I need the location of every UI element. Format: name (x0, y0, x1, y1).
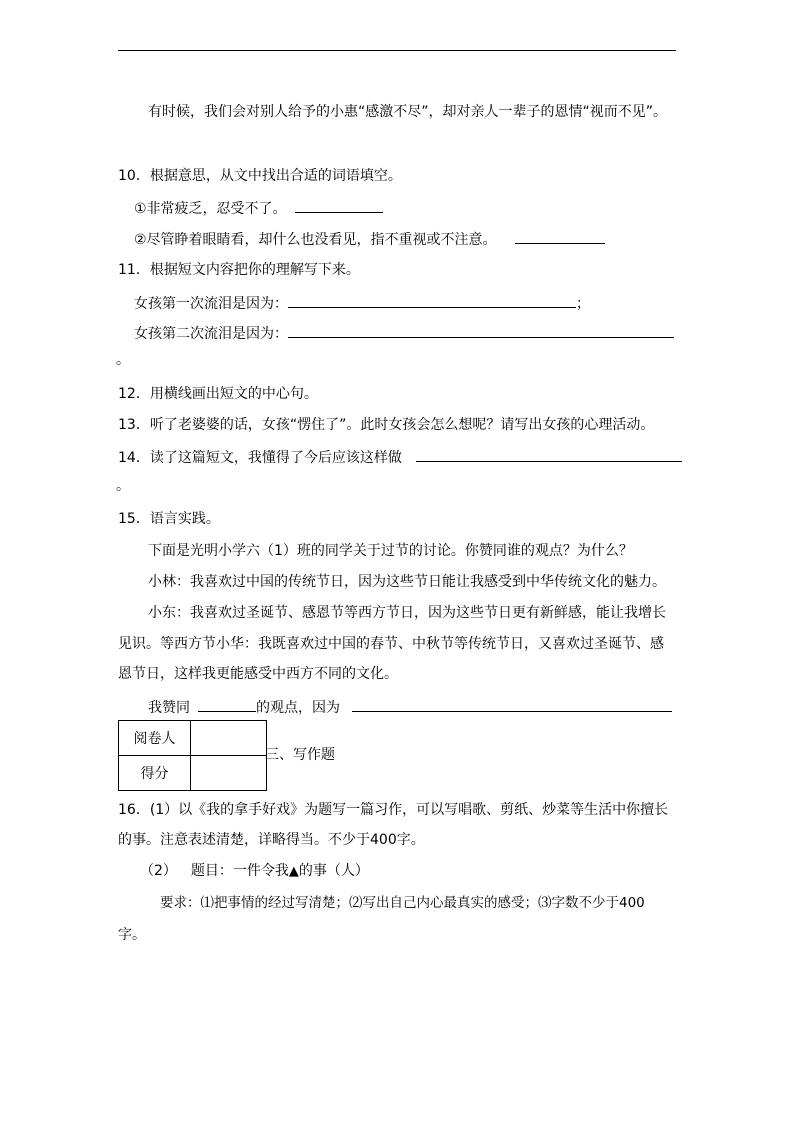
q14-end-period: 。 (116, 478, 130, 494)
q12: 12．用横线画出短文的中心句。 (118, 386, 318, 402)
triangle-icon: ▲ (288, 864, 299, 879)
q10-item-1-text: ①非常疲乏，忍受不了。 (134, 201, 287, 217)
q15-agree (148, 696, 672, 716)
q15-agree-prefix: 我赞同 (148, 700, 190, 716)
q11-first-label: 女孩第一次流泪是因为： (134, 296, 288, 312)
q16-part-2-title (140, 861, 369, 881)
q11-semicolon: ； (576, 296, 590, 312)
q11-end-period: 。 (116, 352, 130, 368)
q11-first (134, 292, 590, 312)
section-3-heading: 三、写作题 (265, 747, 335, 763)
q15-xiaodong-line-2: 见识。等西方节小华：我既喜欢过中国的春节、中秋节等传统节日，又喜欢过圣诞节、感 (118, 636, 664, 652)
score-table-reviewer-cell[interactable] (191, 721, 267, 756)
q14 (118, 446, 682, 466)
q11-stem: 11．根据短文内容把你的理解写下来。 (118, 262, 360, 278)
q15-reason-blank[interactable] (352, 696, 672, 712)
q14-stem: 14．读了这篇短文，我懂得了今后应该这样做 (118, 450, 402, 466)
q15-intro: 下面是光明小学六（1）班的同学关于过节的讨论。你赞同谁的观点？为什么？ (148, 543, 633, 559)
q16-part-2-title-prefix: 题目：一件令我 (190, 863, 289, 879)
q13: 13．听了老婆婆的话，女孩“愣住了”。此时女孩会怎么想呢？请写出女孩的心理活动。 (118, 417, 655, 433)
header-rule (118, 50, 676, 51)
score-table-score-label: 得分 (119, 756, 191, 791)
q15-xiaodong-line-3: 恩节日，这样我更能感受中西方不同的文化。 (118, 666, 398, 682)
q16-line-2: 的事。注意表述清楚，详略得当。不少于400字。 (118, 832, 425, 848)
q10-item-2-text: ②尽管睁着眼睛看，却什么也没看见，指不重视或不注意。 (134, 232, 497, 248)
q14-answer-blank[interactable] (416, 446, 682, 462)
q15-xiaodong-line-1: 小东：我喜欢过圣诞节、感恩节等西方节日，因为这些节日更有新鲜感，能让我增长 (148, 605, 666, 621)
score-table (118, 720, 267, 791)
q10-item-2 (134, 228, 605, 248)
score-table-reviewer-label: 阅卷人 (119, 721, 191, 756)
q16-line-1: 16．(1）以《我的拿手好戏》为题写一篇习作，可以写唱歌、剪纸、炒菜等生活中你擅长 (118, 802, 669, 818)
quote-paragraph: 有时候，我们会对别人给予的小惠“感激不尽”，却对亲人一辈子的恩情“视而不见”。 (148, 104, 668, 120)
q11-second-label: 女孩第二次流泪是因为： (134, 326, 288, 342)
q15-stem: 15．语言实践。 (118, 511, 220, 527)
q16-requirements-line-1: 要求：⑴把事情的经过写清楚；⑵写出自己内心最真实的感受；⑶字数不少于400 (160, 895, 645, 911)
q10-answer-blank-2[interactable] (515, 228, 605, 244)
q16-requirements-line-2: 字。 (118, 927, 146, 943)
q10-answer-blank-1[interactable] (295, 197, 383, 213)
score-table-score-cell[interactable] (191, 756, 267, 791)
q11-answer-blank-1[interactable] (288, 292, 576, 308)
q15-agree-mid: 的观点，因为 (256, 700, 340, 716)
q15-xiaolin: 小林：我喜欢过中国的传统节日，因为这些节日能让我感受到中华传统文化的魅力。 (148, 574, 666, 590)
q15-agree-name-blank[interactable] (198, 696, 256, 712)
q10-stem: 10．根据意思，从文中找出合适的词语填空。 (118, 168, 402, 184)
q10-item-1 (134, 197, 383, 217)
q16-part-2-label: （2） (140, 863, 177, 879)
q11-answer-blank-2[interactable] (288, 322, 674, 338)
q16-part-2-title-suffix: 的事（人） (298, 863, 369, 879)
q11-second (134, 322, 674, 342)
